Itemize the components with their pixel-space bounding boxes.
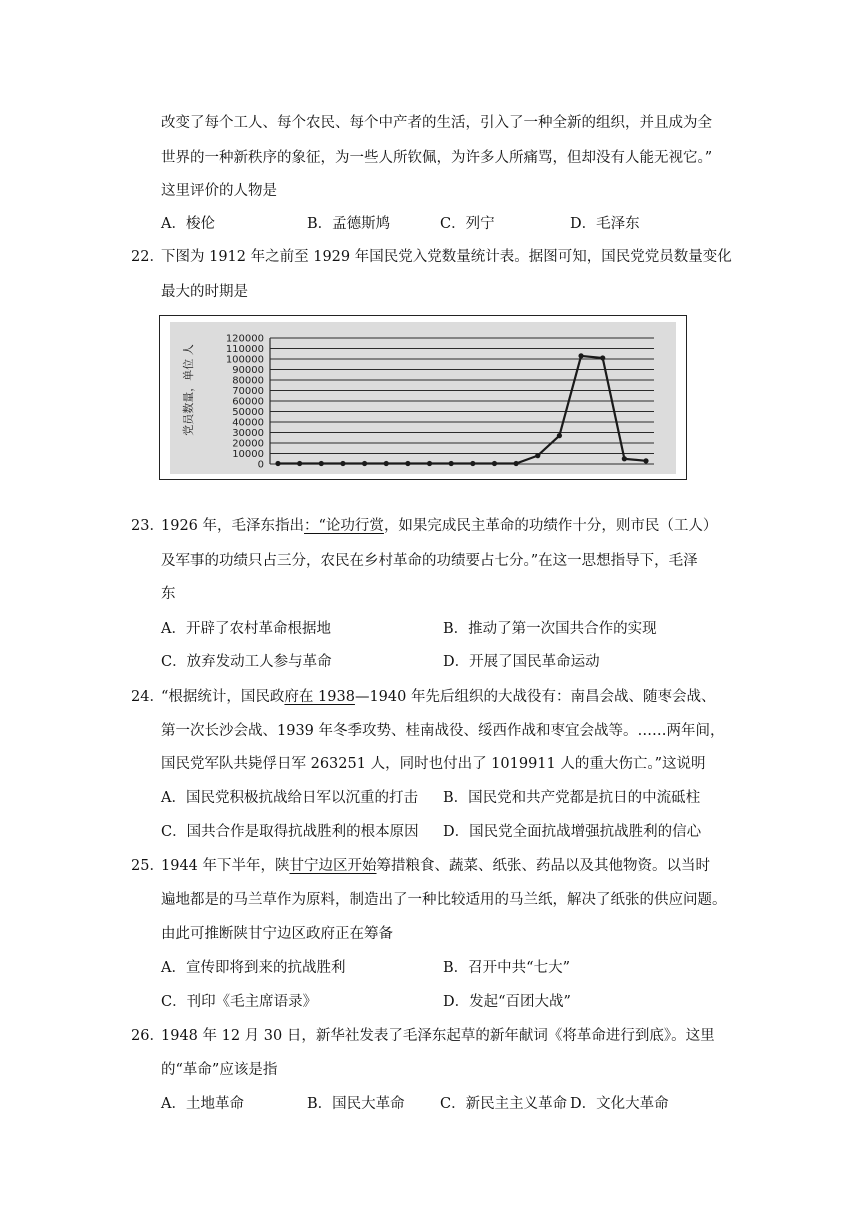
q24-text-post: —1940 年先后组织的大战役有：南昌会战、随枣会战、	[354, 689, 716, 705]
q24-text-line-2: 第一次长沙会战、1939 年冬季攻势、桂南战役、绥西作战和枣宜会战等。……两年间，	[161, 723, 725, 739]
q25-text-line-3: 由此可推断陕甘宁边区政府正在筹备	[161, 926, 393, 942]
data-point	[275, 461, 280, 466]
data-point	[297, 461, 302, 466]
data-point	[578, 353, 583, 358]
q23-option-d: D．开展了国民革命运动	[443, 654, 600, 670]
y-tick-label: 100000	[225, 354, 264, 366]
data-point	[514, 461, 519, 466]
q22-text-line-2: 最大的时期是	[161, 284, 248, 300]
q25-option-a: A．宣传即将到来的抗战胜利	[161, 960, 346, 976]
q25-underlined-text: 甘宁边区开始	[289, 858, 377, 874]
data-point	[535, 453, 540, 458]
q23-text-line-2: 及军事的功绩只占三分，农民在乡村革命的功绩要占七分。”在这一思想指导下，毛泽	[161, 553, 698, 569]
data-point	[319, 461, 324, 466]
q25-text-line-2: 遍地都是的马兰草作为原料，制造出了一种比较适用的马兰纸，解决了纸张的供应问题。	[161, 892, 727, 908]
q25-number: 25．	[131, 858, 164, 874]
data-point	[492, 461, 497, 466]
y-tick-label: 90000	[232, 365, 264, 376]
q24-text-line-1	[161, 687, 715, 707]
q23-text-post: ，如果完成民主革命的功绩作十分，则市民（工人）	[383, 518, 718, 534]
data-point	[449, 461, 454, 466]
q24-option-d: D．国民党全面抗战增强抗战胜利的信心	[443, 824, 702, 840]
q26-option-d: D．文化大革命	[570, 1096, 669, 1112]
party-membership-chart	[159, 315, 687, 480]
q26-option-c: C．新民主主义革命	[440, 1096, 568, 1112]
q22-number: 22．	[131, 249, 164, 265]
y-tick-label: 120000	[225, 333, 264, 345]
q26-text-line-2: 的“革命”应该是指	[161, 1062, 278, 1078]
q23-text-line-1	[161, 516, 717, 536]
q21-option-c: C．列宁	[440, 216, 495, 232]
y-tick-label: 70000	[232, 386, 264, 397]
y-axis-label: 党员数量，单位 人	[182, 344, 195, 436]
q23-option-b: B．推动了第一次国共合作的实现	[443, 621, 657, 637]
data-point	[427, 461, 432, 466]
q23-text-pre: 1926 年，毛泽东指出	[161, 518, 305, 534]
q24-number: 24．	[131, 689, 164, 705]
q24-text-pre: “根据统计，国民政	[161, 689, 285, 705]
q21-text-line-2: 世界的一种新秩序的象征，为一些人所钦佩，为许多人所痛骂，但却没有人能无视它。”	[161, 150, 713, 166]
data-point	[600, 355, 605, 360]
q23-number: 23．	[131, 518, 164, 534]
q21-option-a: A．梭伦	[161, 216, 215, 232]
y-tick-label: 0	[257, 459, 264, 471]
data-point	[643, 458, 648, 463]
q21-option-d: D．毛泽东	[570, 216, 640, 232]
q21-option-b: B．孟德斯鸠	[307, 216, 391, 232]
q25-text-post: 筹措粮食、蔬菜、纸张、药品以及其他物资。以当时	[376, 858, 711, 874]
y-tick-label: 40000	[232, 417, 264, 429]
q25-option-b: B．召开中共“七大”	[443, 960, 570, 976]
data-point	[384, 461, 389, 466]
y-tick-label: 60000	[232, 396, 264, 408]
q26-number: 26．	[131, 1028, 164, 1044]
chart-svg	[170, 322, 676, 474]
q24-underlined-text: 府在 1938	[284, 689, 355, 705]
y-tick-labels	[226, 334, 264, 471]
q26-option-b: B．国民大革命	[307, 1096, 405, 1112]
q25-text-pre: 1944 年下半年，陕	[161, 858, 290, 874]
y-axis-label-group	[181, 344, 195, 436]
y-tick-label: 50000	[232, 407, 264, 418]
q25-text-line-1	[161, 856, 710, 876]
data-point	[470, 461, 475, 466]
q26-text-line-1: 1948 年 12 月 30 日，新华社发表了毛泽东起草的新年献词《将革命进行到底》。这里	[161, 1028, 715, 1044]
y-tick-label: 30000	[232, 428, 264, 439]
q24-option-c: C．国共合作是取得抗战胜利的根本原因	[161, 824, 419, 840]
data-point	[340, 461, 345, 466]
y-tick-label: 20000	[232, 438, 264, 450]
y-tick-label: 10000	[232, 449, 264, 460]
data-point	[362, 461, 367, 466]
q21-text-line-3: 这里评价的人物是	[161, 183, 277, 199]
q25-option-d: D．发起“百团大战”	[443, 994, 571, 1010]
q22-text-line-1: 下图为 1912 年之前至 1929 年国民党入党数量统计表。据图可知，国民党党员数量变化	[161, 249, 732, 265]
y-tick-label: 110000	[225, 344, 264, 355]
data-point	[622, 456, 627, 461]
data-point	[557, 433, 562, 438]
q21-text-line-1: 改变了每个工人、每个农民、每个中产者的生活，引入了一种全新的组织，并且成为全	[161, 115, 712, 131]
q26-option-a: A．土地革命	[161, 1096, 244, 1112]
q23-option-c: C．放弃发动工人参与革命	[161, 654, 332, 670]
q24-option-b: B．国民党和共产党都是抗日的中流砥柱	[443, 790, 701, 806]
q23-text-line-3: 东	[161, 586, 176, 602]
q24-option-a: A．国民党积极抗战给日军以沉重的打击	[161, 790, 418, 806]
y-tick-label: 80000	[232, 375, 264, 387]
q24-text-line-3: 国民党军队共毙俘日军 263251 人，同时也付出了 1019911 人的重大伤亡。”这说明	[161, 756, 706, 772]
q23-option-a: A．开辟了农村革命根据地	[161, 621, 331, 637]
q23-underlined-text: ：“论功行赏	[304, 518, 384, 534]
q25-option-c: C．刊印《毛主席语录》	[161, 994, 318, 1010]
data-point	[405, 461, 410, 466]
